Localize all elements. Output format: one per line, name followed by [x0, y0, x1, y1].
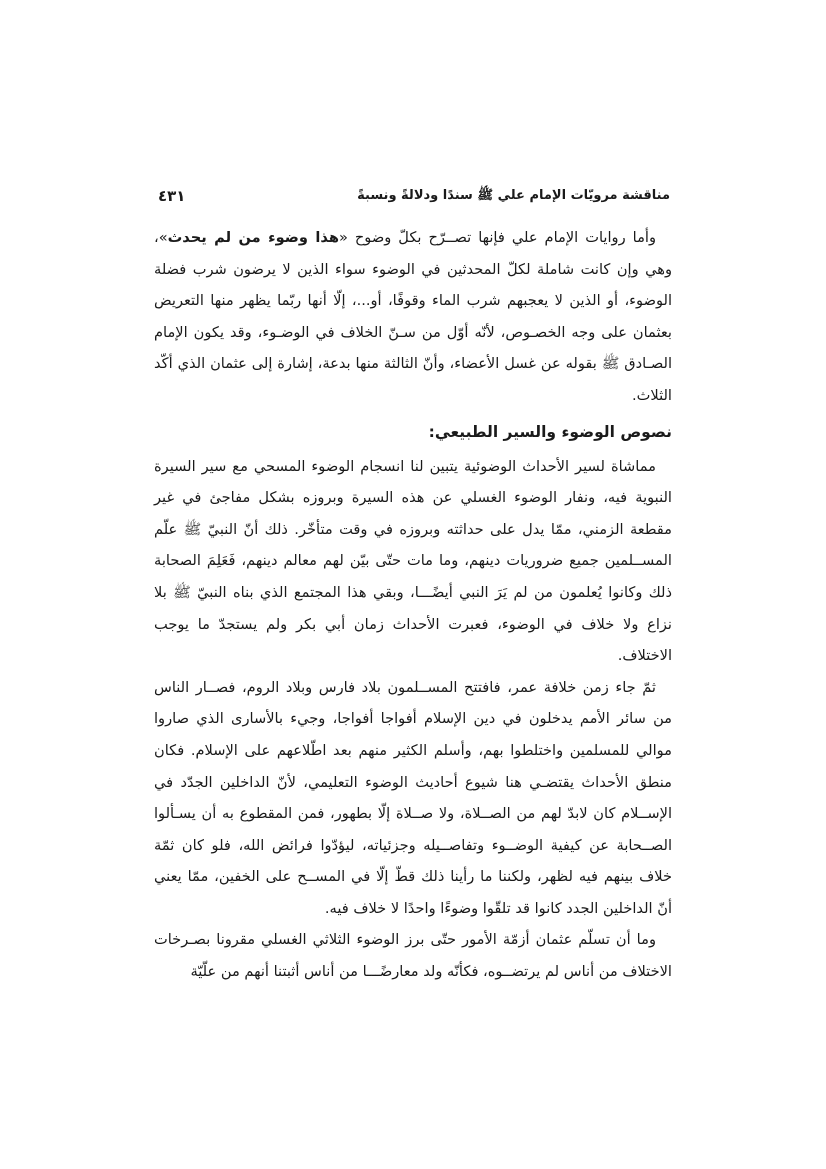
paragraph-4: وما أن تسلّم عثمان أزمّة الأمور حتّى برز الوضوء الثلاثي الغسلي مقرونا بصـرخات الاختلاف من أناس لم يرتضــوه، فكأنّه ولد معارضًـــا من أناس أثبتنا أنهم من علّيّة: [154, 931, 672, 981]
running-header-title: مناقشة مرويّات الإمام علي ﷺ سندًا ودلالةً ونسبةً: [357, 187, 670, 203]
running-header: [158, 182, 670, 210]
paragraph-1: [154, 222, 672, 412]
paragraph-1-end: »، وهي وإن كانت شاملة لكلّ المحدثين في الوضوء سواء الذين لا يرضون شرب فضلة الوضوء، أو الذين لا يعجبهم شرب الماء وقوفًا، أو...، إلّا أنها ربّما يظهر منها التعريض بعثمان على وجه الخصـوص، لأنّه أوّل من سـنّ الخلاف في الوضـوء، وقد يكون الإمام الصـادق ﷺ بقوله عن غسل الأعضاء، وأنّ الثالثة منها بدعة، إشارة إلى عثمان الذي أكّد الثلاث.: [154, 229, 672, 404]
paragraph-3: ثمّ جاء زمن خلافة عمر، فافتتح المســلمون بلاد فارس وبلاد الروم، فصــار الناس من سائر الأمم يدخلون في دين الإسلام أفواجا أفواجا، وجيء بالأسارى الذي صاروا موالي للمسلمين واختلطوا بهم، وأسلم الكثير منهم بعد اطّلاعهم على الإسلام. فكان منطق الأحداث يقتضـي هنا شيوع أحاديث الوضوء التعليمي، لأنّ الداخلين الجدّد في الإســلام كان لابدّ لهم من الصــلاة، ولا صــلاة إلّا بطهور، فمن المقطوع به أن يسـألوا الصــحابة عن كيفية الوضــوء وتفاصــيله وجزئياته، ليؤدّوا فرائض الله، فلو كان ثمّة خلاف بينهم فيه لظهر، ولكننا ما رأينا ذلك قطّ إلّا في المســح على الخفين، ممّا يعني أنّ الداخلين الجدد كانوا قد تلقّوا وضوءًا واحدًا لا خلاف فيه.: [154, 678, 672, 917]
paragraph-1-start: وأما روايات الإمام علي فإنها تصــرّح بكلّ وضوح «: [338, 229, 656, 246]
section-heading: نصوص الوضوء والسير الطبيعي:: [428, 422, 672, 441]
paragraph-2: مماشاة لسير الأحداث الوضوئية يتبين لنا انسجام الوضوء المسحي مع سير السيرة النبوية فيه، ونفار الوضوء الغسلي عن هذه السيرة وبروزه بشكل مفاجئ في غير مقطعة الزمني، ممّا يدل على حداثته وبروزه في وقت متأخّر. ذلك أنّ النبيّ ﷺ علّم المســلمين جميع ضروريات دينهم، وما مات حتّى بيّن لهم معالم دينهم، فَعَلِمَ الصحابة ذلك وكانوا يُعلمون من لم يَرَ النبي أيضًـــا، وبقي هذا المجتمع الذي بناه النبيّ ﷺ بلا نزاع ولا خلاف في الوضوء، فعبرت الأحداث زمان أبي بكر ولم يستجدّ ما يوجب الاختلاف.: [154, 457, 672, 665]
body-text: [154, 222, 672, 988]
paragraph-1-quote: هذا وضوء من لم يحدث: [167, 229, 339, 246]
page-number: ٤٣١: [158, 187, 186, 205]
